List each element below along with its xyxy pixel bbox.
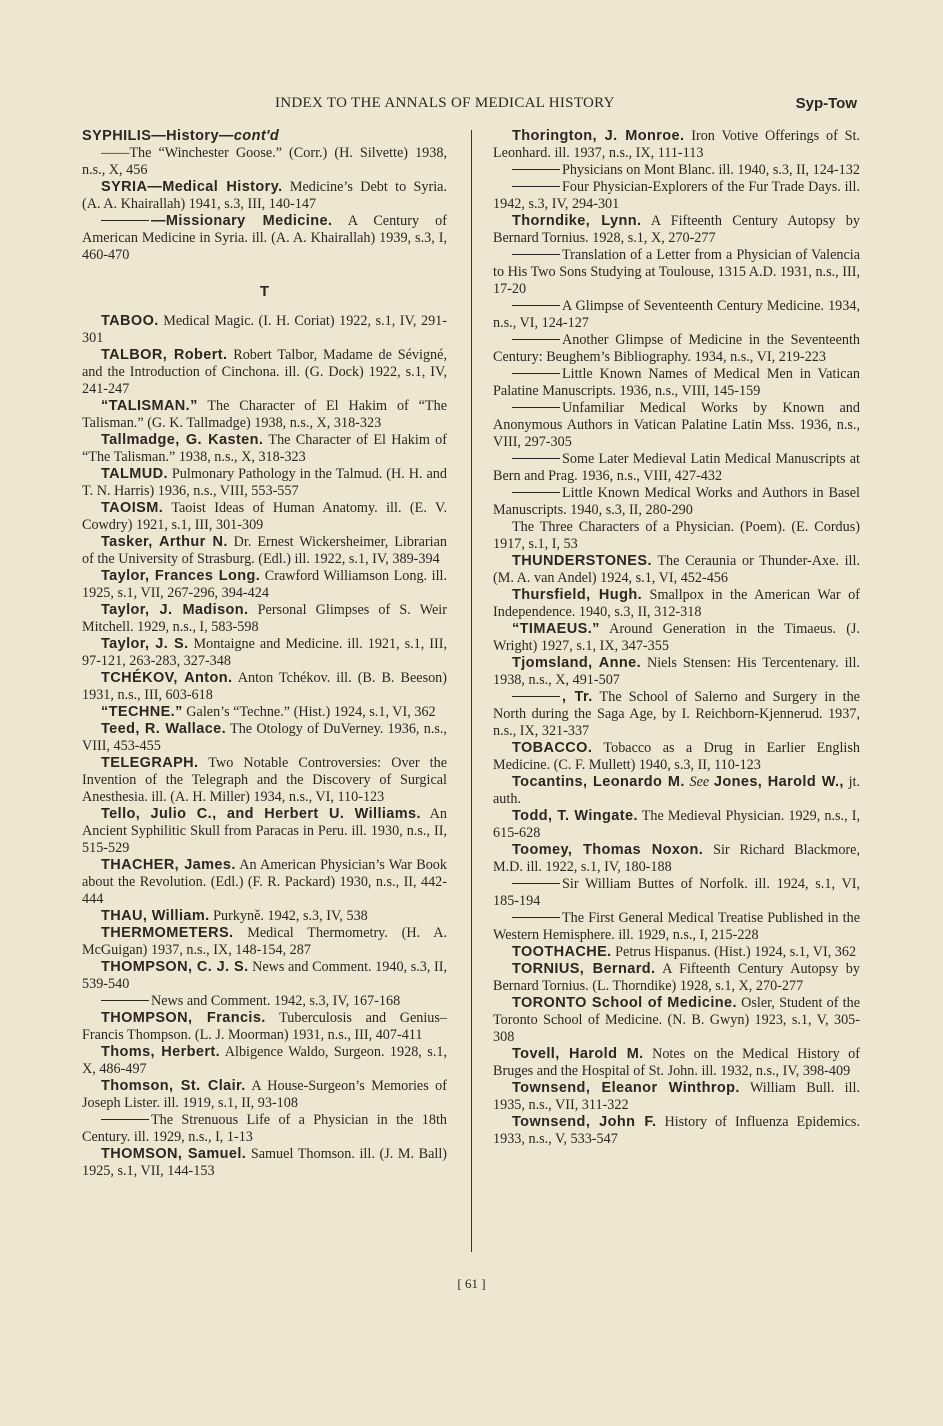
entry-heading: TAOISM. bbox=[101, 500, 164, 516]
entry-text: Around Generation in the Timaeus. (J. Wright) 1927, s.1, IX, 347-355 bbox=[493, 621, 860, 654]
index-entry bbox=[82, 213, 447, 264]
entry-text: Unfamiliar Medical Works by Known and Anonymous Authors in Vatican Palatine Latin Mss. 1936, n.s., VIII, 297-305 bbox=[493, 400, 860, 450]
entry-heading: TABOO. bbox=[101, 313, 159, 329]
entry-heading: Tjomsland, Anne. bbox=[512, 655, 642, 671]
section-letter: T bbox=[259, 283, 270, 300]
entry-heading: THOMSON, Samuel. bbox=[101, 1146, 247, 1162]
entry-text: Purkyně. 1942, s.3, IV, 538 bbox=[209, 908, 368, 924]
entry-heading: Thorndike, Lynn. bbox=[512, 213, 642, 229]
index-entry bbox=[493, 689, 860, 740]
entry-heading: Taylor, J. S. bbox=[101, 636, 189, 652]
index-entry bbox=[82, 128, 447, 145]
entry-text: An Ancient Syphilitic Skull from Paracas in Peru. ill. 1930, n.s., II, 515-529 bbox=[82, 806, 447, 856]
entry-text: The Character of El Hakim of “The Talisman.” (G. K. Tallmadge) 1938, n.s., X, 318-323 bbox=[82, 398, 447, 431]
entry-text: An American Physician’s War Book about the Revolution. (Edl.) (F. R. Packard) 1930, n.s., II, 442-444 bbox=[82, 857, 447, 907]
index-entry bbox=[82, 1112, 447, 1146]
entry-text: Dr. Ernest Wickersheimer, Librarian of the University of Strasburg. (Edl.) ill. 1922, s.1, IV, 389-394 bbox=[82, 534, 447, 567]
entry-heading: THERMOMETERS. bbox=[101, 925, 234, 941]
repeat-dash bbox=[512, 169, 560, 170]
running-title: INDEX TO THE ANNALS OF MEDICAL HISTORY bbox=[275, 95, 615, 111]
see-reference: See bbox=[684, 774, 714, 790]
entry-heading: TCHÉKOV, Anton. bbox=[101, 670, 233, 686]
repeat-dash bbox=[512, 305, 560, 306]
entry-heading: Thorington, J. Monroe. bbox=[512, 128, 685, 144]
index-entry bbox=[82, 432, 447, 466]
index-entry bbox=[493, 944, 860, 961]
index-entry bbox=[493, 808, 860, 842]
repeat-dash bbox=[512, 458, 560, 459]
column-divider bbox=[471, 130, 472, 1252]
entry-heading: TORNIUS, Bernard. bbox=[512, 961, 656, 977]
entry-text: Pulmonary Pathology in the Talmud. (H. H. and T. N. Harris) 1936, n.s., VIII, 553-557 bbox=[82, 466, 447, 499]
repeat-dash bbox=[512, 696, 560, 697]
repeat-dash bbox=[101, 220, 149, 221]
entry-text: Little Known Medical Works and Authors in Basel Manuscripts. 1940, s.3, II, 280-290 bbox=[493, 485, 860, 518]
entry-heading: “TECHNE.” bbox=[101, 704, 183, 720]
index-entry bbox=[82, 1078, 447, 1112]
index-entry bbox=[82, 857, 447, 908]
entry-heading: TALBOR, Robert. bbox=[101, 347, 228, 363]
entry-heading: SYRIA—Medical History. bbox=[101, 179, 283, 195]
index-entry bbox=[493, 740, 860, 774]
index-entry bbox=[82, 925, 447, 959]
entry-text: Little Known Names of Medical Men in Vatican Palatine Manuscripts. 1936, n.s., VIII, 145-159 bbox=[493, 366, 860, 399]
entry-text: Taoist Ideas of Human Anatomy. ill. (E. V. Cowdry) 1921, s.1, III, 301-309 bbox=[82, 500, 447, 533]
entry-heading: Tasker, Arthur N. bbox=[101, 534, 228, 550]
entry-text: The Character of El Hakim of “The Talisman.” 1938, n.s., X, 318-323 bbox=[82, 432, 448, 465]
entry-text: News and Comment. 1942, s.3, IV, 167-168 bbox=[151, 993, 401, 1009]
entry-text: Niels Stensen: His Tercentenary. ill. 1938, n.s., X, 491-507 bbox=[493, 655, 860, 688]
entry-heading: THUNDERSTONES. bbox=[512, 553, 652, 569]
entry-heading: Thursfield, Hugh. bbox=[512, 587, 643, 603]
continued-label: cont'd bbox=[233, 128, 280, 144]
entry-text: Crawford Williamson Long. ill. 1925, s.1, VII, 267-296, 394-424 bbox=[82, 568, 447, 601]
index-entry bbox=[82, 704, 447, 721]
entry-text: ——The “Winchester Goose.” (Corr.) (H. Silvette) 1938, n.s., X, 456 bbox=[82, 145, 447, 178]
index-entry bbox=[493, 213, 860, 247]
repeat-dash bbox=[512, 186, 560, 187]
entry-heading: “TIMAEUS.” bbox=[512, 621, 600, 637]
repeat-dash bbox=[101, 1000, 149, 1001]
index-entry bbox=[82, 908, 447, 925]
entry-heading: Todd, T. Wingate. bbox=[512, 808, 638, 824]
index-entry bbox=[493, 451, 860, 485]
entry-text: A Century of American Medicine in Syria. ill. (A. A. Khairallah) 1939, s.3, I, 460-470 bbox=[82, 213, 447, 263]
entry-text: The Otology of DuVerney. 1936, n.s., VIII, 453-455 bbox=[82, 721, 447, 754]
entry-heading: , Tr. bbox=[562, 689, 593, 705]
entry-text: A House-Surgeon’s Memories of Joseph Lister. ill. 1919, s.1, II, 93-108 bbox=[82, 1078, 447, 1111]
repeat-dash bbox=[512, 883, 560, 884]
entry-text: Albigence Waldo, Surgeon. 1928, s.1, X, 486-497 bbox=[82, 1044, 448, 1077]
cross-reference: Jones, Harold W., bbox=[713, 774, 844, 790]
entry-text: The First General Medical Treatise Published in the Western Hemisphere. ill. 1929, n.s., I, 215-228 bbox=[493, 910, 860, 943]
entry-text: Galen’s “Techne.” (Hist.) 1924, s.1, VI, 362 bbox=[182, 704, 436, 720]
index-entry bbox=[493, 1046, 860, 1080]
index-entry bbox=[82, 993, 447, 1010]
index-entry bbox=[493, 1080, 860, 1114]
repeat-dash bbox=[512, 339, 560, 340]
entry-range: Syp-Tow bbox=[795, 95, 857, 112]
entry-heading: SYPHILIS—History— bbox=[82, 128, 234, 144]
index-entry bbox=[493, 162, 860, 179]
entry-text: The Strenuous Life of a Physician in the 18th Century. ill. 1929, n.s., I, 1-13 bbox=[82, 1112, 447, 1145]
index-entry bbox=[493, 400, 860, 451]
index-entry bbox=[493, 774, 860, 808]
index-entry bbox=[82, 398, 447, 432]
entry-heading: Taylor, Frances Long. bbox=[101, 568, 261, 584]
entry-heading: THACHER, James. bbox=[101, 857, 236, 873]
entry-text: A Fifteenth Century Autopsy by Bernard Tornius. (L. Thorndike) 1928, s.1, X, 270-277 bbox=[493, 961, 860, 994]
index-entry bbox=[493, 553, 860, 587]
repeat-dash bbox=[512, 254, 560, 255]
index-entry bbox=[82, 466, 447, 500]
index-entry bbox=[493, 961, 860, 995]
index-entry bbox=[82, 670, 447, 704]
index-entry bbox=[493, 128, 860, 162]
entry-text: Notes on the Medical History of Bruges and the Hospital of St. John. ill. 1932, n.s., IV, 398-409 bbox=[493, 1046, 860, 1079]
entry-text: Robert Talbor, Madame de Sévigné, and the Introduction of Cinchona. ill. (G. Dock) 1922, s.1, IV, 241-247 bbox=[82, 347, 447, 397]
entry-text: Tobacco as a Drug in Earlier English Medicine. (C. F. Mullett) 1940, s.3, II, 110-123 bbox=[493, 740, 860, 773]
index-entry bbox=[493, 995, 860, 1046]
entry-text: Sir William Buttes of Norfolk. ill. 1924, s.1, VI, 185-194 bbox=[493, 876, 860, 909]
entry-heading: Thoms, Herbert. bbox=[101, 1044, 221, 1060]
entry-text: A Fifteenth Century Autopsy by Bernard Tornius. 1928, s.1, X, 270-277 bbox=[493, 213, 860, 246]
entry-heading: Tocantins, Leonardo M. bbox=[512, 774, 685, 790]
left-column bbox=[82, 128, 447, 1180]
entry-text: Translation of a Letter from a Physician of Valencia to His Two Sons Studying at Toulouse, 1315 A.D. 1931, n.s., III, 17-20 bbox=[493, 247, 860, 297]
entry-text: A Glimpse of Seventeenth Century Medicine. 1934, n.s., VI, 124-127 bbox=[493, 298, 860, 331]
index-entry bbox=[82, 568, 447, 602]
entry-text: The Medieval Physician. 1929, n.s., I, 615-628 bbox=[493, 808, 861, 841]
entry-text: History of Influenza Epidemics. 1933, n.s., V, 533-547 bbox=[493, 1114, 860, 1147]
index-entry bbox=[82, 1010, 447, 1044]
index-entry bbox=[493, 621, 860, 655]
index-entry bbox=[82, 179, 447, 213]
entry-heading: THAU, William. bbox=[101, 908, 210, 924]
index-entry bbox=[493, 366, 860, 400]
repeat-dash bbox=[512, 917, 560, 918]
index-entry bbox=[493, 876, 860, 910]
entry-text: Physicians on Mont Blanc. ill. 1940, s.3, II, 124-132 bbox=[562, 162, 860, 178]
index-entry bbox=[82, 500, 447, 534]
entry-text: News and Comment. 1940, s.3, II, 539-540 bbox=[82, 959, 447, 992]
entry-text: Osler, Student of the Toronto School of Medicine. (N. B. Gwyn) 1923, s.1, V, 305-308 bbox=[493, 995, 860, 1045]
index-entry bbox=[82, 145, 447, 179]
entry-heading: Townsend, Eleanor Winthrop. bbox=[512, 1080, 740, 1096]
running-header bbox=[0, 95, 943, 115]
repeat-dash bbox=[101, 1119, 149, 1120]
entry-heading: Toomey, Thomas Noxon. bbox=[512, 842, 704, 858]
index-entry bbox=[493, 519, 860, 553]
entry-heading: THOMPSON, C. J. S. bbox=[101, 959, 249, 975]
entry-text: Tuberculosis and Genius–Francis Thompson. (L. J. Moorman) 1931, n.s., III, 407-411 bbox=[82, 1010, 447, 1043]
entry-text: Another Glimpse of Medicine in the Seventeenth Century: Beughem’s Bibliography. 1934, n.s., VI, 219-223 bbox=[493, 332, 860, 365]
entry-heading: TORONTO School of Medicine. bbox=[512, 995, 737, 1011]
index-entry bbox=[82, 755, 447, 806]
index-entry bbox=[493, 298, 860, 332]
index-entry bbox=[82, 1146, 447, 1180]
entry-text: Four Physician-Explorers of the Fur Trade Days. ill. 1942, s.3, IV, 294-301 bbox=[493, 179, 860, 212]
index-entry bbox=[82, 602, 447, 636]
index-entry bbox=[82, 806, 447, 857]
entry-text: William Bull. ill. 1935, n.s., VII, 311-322 bbox=[493, 1080, 860, 1113]
index-entry bbox=[493, 910, 860, 944]
repeat-dash bbox=[512, 492, 560, 493]
entry-heading: TALMUD. bbox=[101, 466, 168, 482]
index-entry bbox=[493, 332, 860, 366]
index-entry bbox=[493, 587, 860, 621]
entry-heading: Tallmadge, G. Kasten. bbox=[101, 432, 264, 448]
index-entry bbox=[82, 347, 447, 398]
index-entry bbox=[493, 1114, 860, 1148]
index-entry bbox=[82, 534, 447, 568]
index-entry bbox=[493, 485, 860, 519]
right-column bbox=[493, 128, 860, 1148]
entry-heading: TELEGRAPH. bbox=[101, 755, 199, 771]
entry-text: Smallpox in the American War of Independence. 1940, s.3, II, 312-318 bbox=[493, 587, 860, 620]
entry-heading: Thomson, St. Clair. bbox=[101, 1078, 246, 1094]
entry-text: Samuel Thomson. ill. (J. M. Ball) 1925, s.1, VII, 144-153 bbox=[82, 1146, 448, 1179]
entry-heading: “TALISMAN.” bbox=[101, 398, 198, 414]
entry-text: The Three Characters of a Physician. (Poem). (E. Cordus) 1917, s.1, I, 53 bbox=[493, 519, 860, 552]
entry-heading: Townsend, John F. bbox=[512, 1114, 657, 1130]
entry-heading: Tello, Julio C., and Herbert U. Williams. bbox=[101, 806, 421, 822]
repeat-dash bbox=[512, 407, 560, 408]
entry-text: Medical Magic. (I. H. Coriat) 1922, s.1, IV, 291-301 bbox=[82, 313, 447, 346]
page-number: [ 61 ] bbox=[457, 1276, 486, 1291]
entry-text: jt. auth. bbox=[493, 774, 860, 807]
entry-text: Medicine’s Debt to Syria. (A. A. Khairallah) 1941, s.3, III, 140-147 bbox=[82, 179, 447, 212]
repeat-dash bbox=[512, 373, 560, 374]
entry-text: Two Notable Controversies: Over the Invention of the Telegraph and the Discovery of Surgical Anesthesia. ill. (A. H. Miller) 1934, n.s., VI, 110-123 bbox=[82, 755, 447, 805]
index-entry bbox=[82, 636, 447, 670]
entry-heading: —Missionary Medicine. bbox=[151, 213, 333, 229]
index-entry bbox=[82, 721, 447, 755]
entry-heading: THOMPSON, Francis. bbox=[101, 1010, 266, 1026]
index-entry bbox=[82, 313, 447, 347]
entry-heading: TOBACCO. bbox=[512, 740, 593, 756]
entry-text: Petrus Hispanus. (Hist.) 1924, s.1, VI, 362 bbox=[611, 944, 857, 960]
entry-heading: Tovell, Harold M. bbox=[512, 1046, 644, 1062]
entry-text: Some Later Medieval Latin Medical Manuscripts at Bern and Prag. 1936, n.s., VIII, 427-432 bbox=[493, 451, 860, 484]
index-entry bbox=[493, 247, 860, 298]
index-entry bbox=[82, 959, 447, 993]
index-entry bbox=[82, 1044, 447, 1078]
entry-heading: Taylor, J. Madison. bbox=[101, 602, 249, 618]
index-entry bbox=[493, 655, 860, 689]
entry-text: Montaigne and Medicine. ill. 1921, s.1, III, 97-121, 263-283, 327-348 bbox=[82, 636, 447, 669]
index-entry bbox=[493, 179, 860, 213]
entry-text: Medical Thermometry. (H. A. McGuigan) 1937, n.s., IX, 148-154, 287 bbox=[82, 925, 447, 958]
entry-heading: TOOTHACHE. bbox=[512, 944, 612, 960]
entry-text: The School of Salerno and Surgery in the North during the Saga Age, by I. Reichborn-Kjennerud. 1937, n.s., IX, 321-337 bbox=[493, 689, 860, 739]
entry-text: Personal Glimpses of S. Weir Mitchell. 1929, n.s., I, 583-598 bbox=[82, 602, 447, 635]
entry-text: Anton Tchékov. ill. (B. B. Beeson) 1931, n.s., III, 603-618 bbox=[82, 670, 448, 703]
entry-text: Sir Richard Blackmore, M.D. ill. 1922, s.1, IV, 180-188 bbox=[493, 842, 860, 875]
entry-text: Iron Votive Offerings of St. Leonhard. ill. 1937, n.s., IX, 111-113 bbox=[493, 128, 860, 161]
entry-heading: Teed, R. Wallace. bbox=[101, 721, 227, 737]
entry-text: The Ceraunia or Thunder-Axe. ill. (M. A. van Andel) 1924, s.1, VI, 452-456 bbox=[493, 553, 860, 586]
index-entry bbox=[493, 842, 860, 876]
